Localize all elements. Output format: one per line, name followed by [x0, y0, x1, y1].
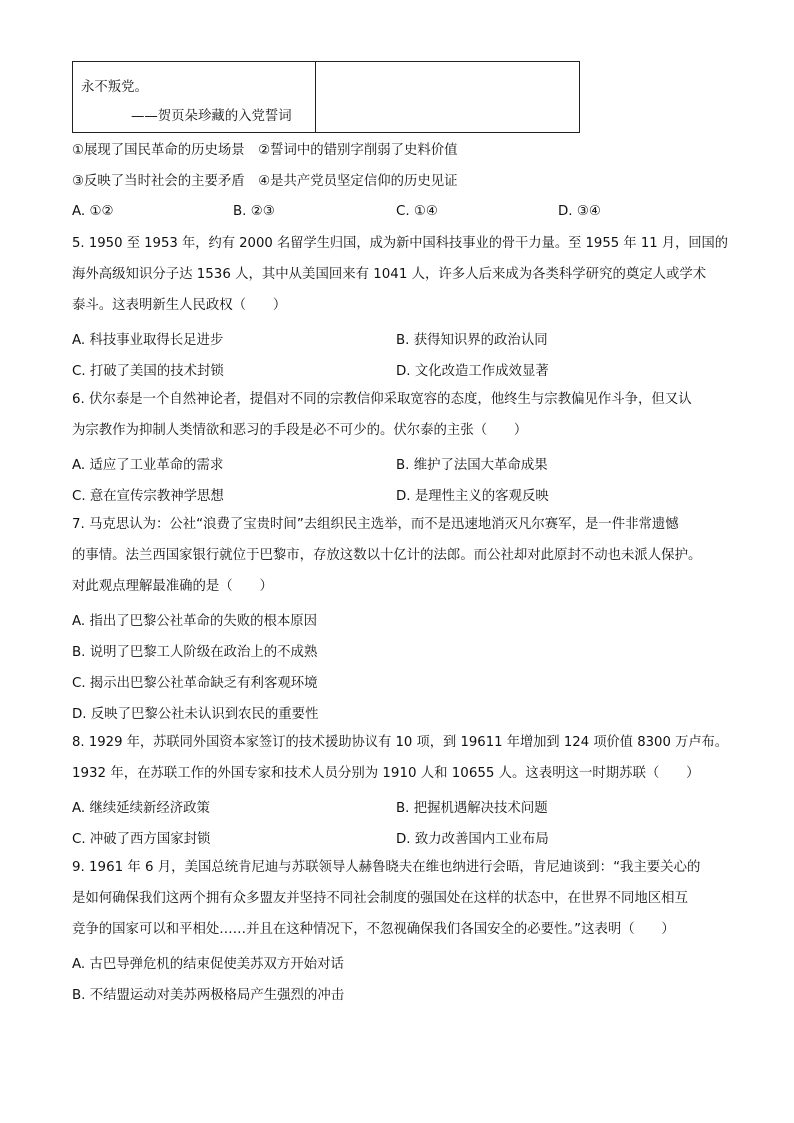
q5-stem-line-1: 5. 1950 至 1953 年，约有 2000 名留学生归国，成为新中国科技事业的骨干力量。至 1955 年 11 月，回国的: [72, 236, 729, 251]
q5-option-d: D. 文化改造工作成效显著: [396, 364, 549, 379]
q4-option-c: C. ①④: [396, 204, 438, 219]
q8-option-d: D. 致力改善国内工业布局: [396, 832, 549, 847]
q6-option-a: A. 适应了工业革命的需求: [72, 458, 224, 473]
q6-option-c: C. 意在宣传宗教神学思想: [72, 489, 224, 504]
q8-option-c: C. 冲破了西方国家封锁: [72, 832, 211, 847]
q5-stem-line-3: 泰斗。这表明新生人民政权（ ）: [72, 298, 287, 313]
q6-option-d: D. 是理性主义的客观反映: [396, 489, 549, 504]
q9-stem-line-3: 竞争的国家可以和平相处……并且在这种情况下，不忽视确保我们各国安全的必要性。”这表明（ ）: [72, 922, 675, 937]
q5-option-c: C. 打破了美国的技术封锁: [72, 364, 224, 379]
quote-table-left-cell: [73, 62, 316, 132]
q4-statement-line-1: ①展现了国民革命的历史场景 ②誓词中的错别字削弱了史料价值: [72, 143, 458, 158]
q5-option-b: B. 获得知识界的政治认同: [396, 333, 548, 348]
q5-option-a: A. 科技事业取得长足进步: [72, 333, 224, 348]
q7-stem-line-1: 7. 马克思认为：公社“浪费了宝贵时间”去组织民主选举，而不是迅速地消灭凡尔赛军，是一件非常遗憾: [72, 517, 679, 532]
q4-statement-line-2: ③反映了当时社会的主要矛盾 ④是共产党员坚定信仰的历史见证: [72, 174, 458, 189]
q4-option-d: D. ③④: [558, 204, 601, 219]
q5-stem-line-2: 海外高级知识分子达 1536 人，其中从美国回来有 1041 人，许多人后来成为各类科学研究的奠定人或学术: [72, 267, 707, 282]
q4-option-a: A. ①②: [72, 204, 114, 219]
q8-option-a: A. 继续延续新经济政策: [72, 801, 210, 816]
q7-stem-line-2: 的事情。法兰西国家银行就位于巴黎市，存放这数以十亿计的法郎。而公社却对此原封不动也未派人保护。: [72, 548, 702, 563]
q6-option-b: B. 维护了法国大革命成果: [396, 458, 548, 473]
q8-stem-line-2: 1932 年，在苏联工作的外国专家和技术人员分别为 1910 人和 10655 人。这表明这一时期苏联（ ）: [72, 766, 700, 781]
quote-table: [72, 61, 580, 133]
q9-option-a: A. 古巴导弹危机的结束促使美苏双方开始对话: [72, 957, 344, 972]
q9-stem-line-1: 9. 1961 年 6 月，美国总统肯尼迪与苏联领导人赫鲁晓夫在维也纳进行会晤，肯尼迪谈到：“我主要关心的: [72, 860, 701, 875]
q9-option-b: B. 不结盟运动对美苏两极格局产生强烈的冲击: [72, 988, 345, 1003]
q4-option-b: B. ②③: [233, 204, 275, 219]
quote-table-right-cell: [316, 62, 579, 132]
q8-option-b: B. 把握机遇解决技术问题: [396, 801, 548, 816]
quote-source: ——贺页朵珍藏的入党誓词: [131, 109, 292, 124]
q7-option-c: C. 揭示出巴黎公社革命缺乏有利客观环境: [72, 676, 318, 691]
q8-stem-line-1: 8. 1929 年，苏联同外国资本家签订的技术援助协议有 10 项，到 19611 年增加到 124 项价值 8300 万卢布。: [72, 735, 729, 750]
q9-stem-line-2: 是如何确保我们这两个拥有众多盟友并坚持不同社会制度的强国处在这样的状态中，在世界不同地区相互: [72, 891, 688, 906]
q6-stem-line-2: 为宗教作为抑制人类情欲和恶习的手段是必不可少的。伏尔泰的主张（ ）: [72, 423, 528, 438]
q7-option-b: B. 说明了巴黎工人阶级在政治上的不成熟: [72, 645, 318, 660]
q7-option-d: D. 反映了巴黎公社未认识到农民的重要性: [72, 707, 319, 722]
q7-option-a: A. 指出了巴黎公社革命的失败的根本原因: [72, 614, 318, 629]
quote-text: 永不叛党。: [81, 80, 148, 95]
q7-stem-line-3: 对此观点理解最准确的是（ ）: [72, 579, 273, 594]
q6-stem-line-1: 6. 伏尔泰是一个自然神论者，提倡对不同的宗教信仰采取宽容的态度，他终生与宗教偏见作斗争，但又认: [72, 392, 692, 407]
